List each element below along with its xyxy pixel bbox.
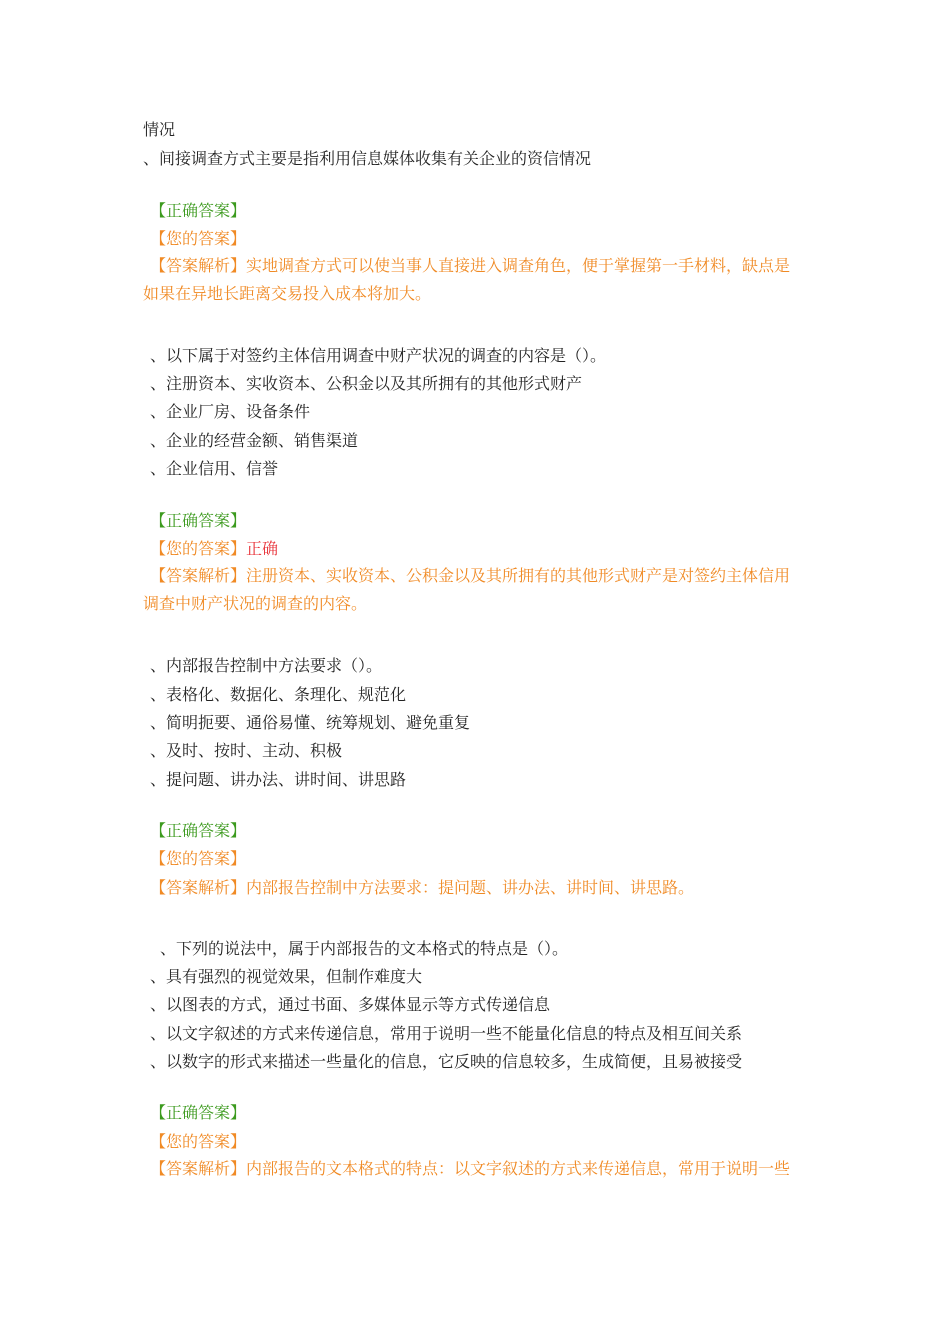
analysis-text: 实地调查方式可以使当事人直接进入调查角色，便于掌握第一手材料，缺点是如果在异地长距离交易投入成本将加大。 [143, 256, 791, 303]
question-tail: 情况 [143, 120, 176, 139]
analysis-text: 内部报告控制中方法要求：提问题、讲办法、讲时间、讲思路。 [246, 878, 695, 897]
analysis-label: 【答案解析】 [150, 1159, 247, 1178]
answer-analysis [143, 562, 803, 618]
option-line: 、及时、按时、主动、积极 [150, 741, 343, 760]
option-line: 、以图表的方式，通过书面、多媒体显示等方式传递信息 [150, 995, 551, 1014]
option-line: 、企业的经营金额、销售渠道 [150, 431, 359, 450]
option-line: 、提问题、讲办法、讲时间、讲思路 [150, 770, 407, 789]
correct-answer-label: 【正确答案】 [150, 1103, 247, 1122]
your-answer-row [150, 539, 278, 559]
option-line: 、注册资本、实收资本、公积金以及其所拥有的其他形式财产 [150, 374, 583, 393]
option-line: 、企业厂房、设备条件 [150, 402, 311, 421]
your-answer-label: 【您的答案】 [150, 539, 247, 558]
option-line: 、企业信用、信誉 [150, 459, 279, 478]
option-line: 、简明扼要、通俗易懂、统筹规划、避免重复 [150, 713, 471, 732]
correct-answer-label: 【正确答案】 [150, 821, 247, 840]
your-answer-label: 【您的答案】 [150, 1132, 247, 1151]
option-line: 、具有强烈的视觉效果，但制作难度大 [150, 967, 423, 986]
your-answer-row [150, 1132, 246, 1152]
your-answer-label: 【您的答案】 [150, 229, 247, 248]
analysis-label: 【答案解析】 [150, 566, 247, 585]
correct-answer-label: 【正确答案】 [150, 201, 247, 220]
option-line: 、间接调查方式主要是指利用信息媒体收集有关企业的资信情况 [143, 149, 592, 168]
analysis-text: 注册资本、实收资本、公积金以及其所拥有的其他形式财产是对签约主体信用调查中财产状况的调查的内容。 [143, 566, 791, 613]
your-answer-row [150, 229, 246, 249]
question-stem: 、内部报告控制中方法要求（）。 [150, 656, 383, 675]
your-answer-row [150, 849, 246, 869]
your-answer-label: 【您的答案】 [150, 849, 247, 868]
analysis-text: 内部报告的文本格式的特点：以文字叙述的方式来传递信息，常用于说明一些 [246, 1159, 791, 1178]
correct-answer-label: 【正确答案】 [150, 511, 247, 530]
answer-analysis [143, 252, 803, 308]
question-stem: 、下列的说法中，属于内部报告的文本格式的特点是（）。 [160, 939, 569, 958]
analysis-label: 【答案解析】 [150, 256, 247, 275]
answer-analysis [150, 878, 694, 898]
question-stem: 、以下属于对签约主体信用调查中财产状况的调查的内容是（）。 [150, 346, 607, 365]
option-line: 、表格化、数据化、条理化、规范化 [150, 685, 407, 704]
answer-analysis [143, 1155, 803, 1183]
your-answer-value: 正确 [246, 539, 279, 558]
option-line: 、以文字叙述的方式来传递信息，常用于说明一些不能量化信息的特点及相互间关系 [150, 1024, 743, 1043]
analysis-label: 【答案解析】 [150, 878, 247, 897]
option-line: 、以数字的形式来描述一些量化的信息，它反映的信息较多，生成简便，且易被接受 [150, 1052, 743, 1071]
